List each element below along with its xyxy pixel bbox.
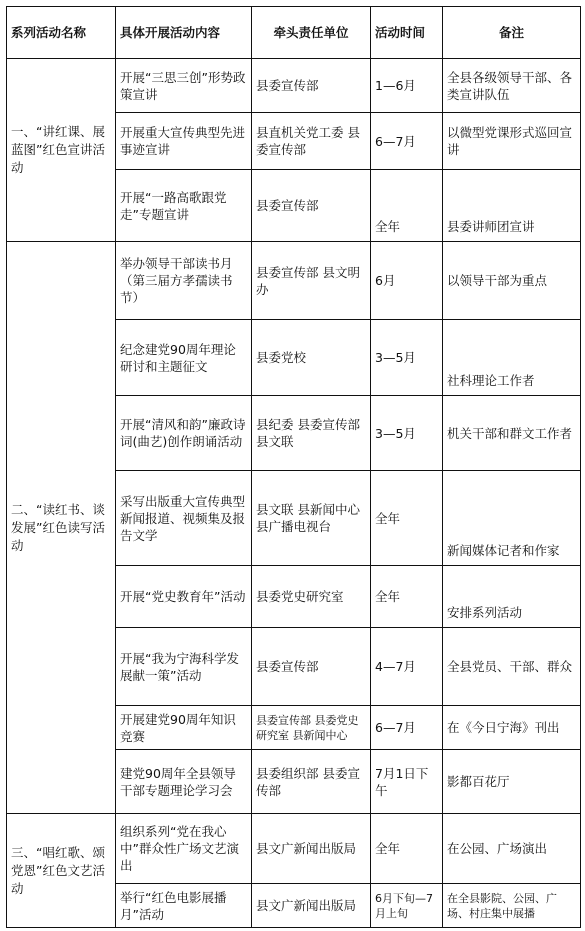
- remarks: 在全县影院、公园、广场、村庄集中展播: [443, 884, 581, 928]
- lead-unit: 县委宣传部 县委党史研究室 县新闻中心: [252, 706, 371, 750]
- activity-time: 6—7月: [371, 113, 443, 170]
- activity-time: 3—5月: [371, 396, 443, 471]
- lead-unit: 县委宣传部: [252, 170, 371, 242]
- table-row: [7, 814, 581, 884]
- lead-unit: 县委党史研究室: [252, 566, 371, 628]
- series-name: 三、“唱红歌、颂党恩”红色文艺活动: [7, 814, 116, 928]
- activity-content: 举行“红色电影展播月”活动: [116, 884, 252, 928]
- header-activity-time: 活动时间: [371, 7, 443, 59]
- remarks: 以领导干部为重点: [443, 242, 581, 320]
- activity-content: 建党90周年全县领导干部专题理论学习会: [116, 750, 252, 814]
- lead-unit: 县委宣传部: [252, 628, 371, 706]
- activity-content: 开展建党90周年知识竞赛: [116, 706, 252, 750]
- header-remarks: 备注: [443, 7, 581, 59]
- remarks: 安排系列活动: [443, 566, 581, 628]
- remarks: 在公园、广场演出: [443, 814, 581, 884]
- activity-content: 举办领导干部读书月（第三届方孝孺读书节）: [116, 242, 252, 320]
- activity-content: 开展“我为宁海科学发展献一策”活动: [116, 628, 252, 706]
- remarks: 以微型党课形式巡回宣讲: [443, 113, 581, 170]
- activity-time: 6月下旬—7月上旬: [371, 884, 443, 928]
- activity-time: 3—5月: [371, 320, 443, 396]
- remarks: 影都百花厅: [443, 750, 581, 814]
- activity-time: 全年: [371, 566, 443, 628]
- activity-content: 开展“清风和韵”廉政诗词(曲艺)创作朗诵活动: [116, 396, 252, 471]
- header-series-name: 系列活动名称: [7, 7, 116, 59]
- activity-content: 开展“党史教育年”活动: [116, 566, 252, 628]
- lead-unit: 县委宣传部 县文明办: [252, 242, 371, 320]
- activity-content: 纪念建党90周年理论研讨和主题征文: [116, 320, 252, 396]
- series-name: 一、“讲红课、展蓝图”红色宣讲活动: [7, 59, 116, 242]
- lead-unit: 县直机关党工委 县委宣传部: [252, 113, 371, 170]
- activity-content: 开展“三思三创”形势政策宣讲: [116, 59, 252, 113]
- activity-time: 全年: [371, 170, 443, 242]
- lead-unit: 县文广新闻出版局: [252, 884, 371, 928]
- lead-unit: 县文联 县新闻中心 县广播电视台: [252, 471, 371, 566]
- activity-time: 4—7月: [371, 628, 443, 706]
- activity-time: 7月1日下午: [371, 750, 443, 814]
- lead-unit: 县委党校: [252, 320, 371, 396]
- activity-time: 全年: [371, 471, 443, 566]
- series-name: 二、“读红书、谈发展”红色读写活动: [7, 242, 116, 814]
- table-row: [7, 242, 581, 320]
- lead-unit: 县委宣传部: [252, 59, 371, 113]
- lead-unit: 县纪委 县委宣传部 县文联: [252, 396, 371, 471]
- activity-content: 采写出版重大宣传典型新闻报道、视频集及报告文学: [116, 471, 252, 566]
- remarks: 机关干部和群文工作者: [443, 396, 581, 471]
- remarks: 县委讲师团宣讲: [443, 170, 581, 242]
- header-row: [7, 7, 581, 59]
- header-lead-unit: 牵头责任单位: [252, 7, 371, 59]
- activity-time: 6—7月: [371, 706, 443, 750]
- remarks: 全县各级领导干部、各类宣讲队伍: [443, 59, 581, 113]
- activity-time: 全年: [371, 814, 443, 884]
- activity-time: 1—6月: [371, 59, 443, 113]
- remarks: 社科理论工作者: [443, 320, 581, 396]
- activity-content: 组织系列“党在我心中”群众性广场文艺演出: [116, 814, 252, 884]
- remarks: 新闻媒体记者和作家: [443, 471, 581, 566]
- lead-unit: 县委组织部 县委宣传部: [252, 750, 371, 814]
- activity-content: 开展重大宣传典型先进事迹宣讲: [116, 113, 252, 170]
- header-activity-content: 具体开展活动内容: [116, 7, 252, 59]
- table-row: [7, 59, 581, 113]
- remarks: 在《今日宁海》刊出: [443, 706, 581, 750]
- activity-content: 开展“一路高歌跟党走”专题宣讲: [116, 170, 252, 242]
- lead-unit: 县文广新闻出版局: [252, 814, 371, 884]
- activity-table: [6, 6, 581, 928]
- remarks: 全县党员、干部、群众: [443, 628, 581, 706]
- activity-time: 6月: [371, 242, 443, 320]
